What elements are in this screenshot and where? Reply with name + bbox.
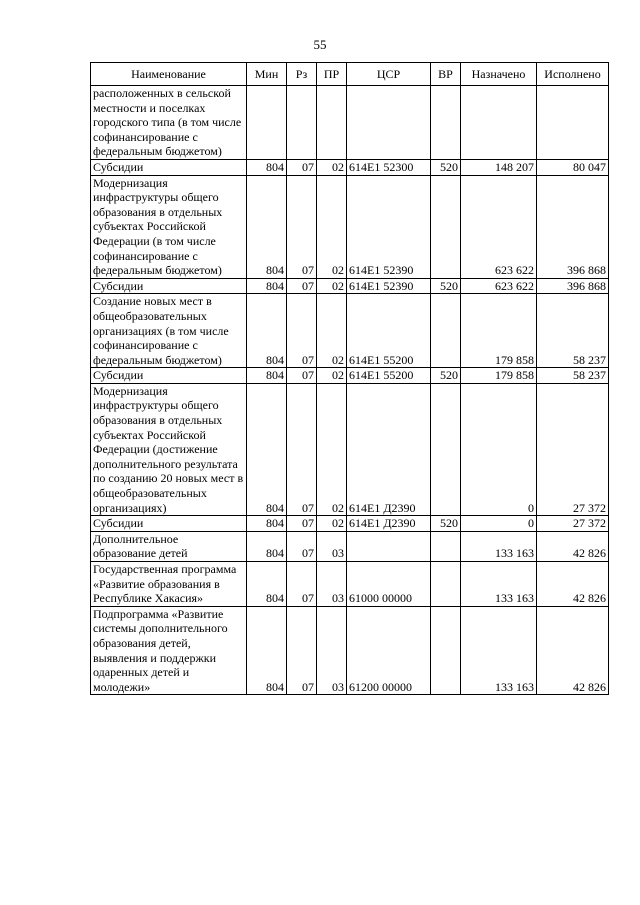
table-row — [91, 86, 609, 160]
cell-executed: 58 237 — [537, 294, 609, 368]
cell-name: Подпрограмма «Развитие системы дополнительного образования детей, выявления и поддержки одаренных детей и молодежи» — [91, 606, 247, 695]
cell-executed: 42 826 — [537, 531, 609, 561]
cell-rz: 07 — [287, 278, 317, 294]
cell-rz: 07 — [287, 368, 317, 384]
cell-name: Дополнительное образование детей — [91, 531, 247, 561]
cell-name: Субсидии — [91, 278, 247, 294]
table-row — [91, 159, 609, 175]
cell-name: расположенных в сельской местности и поселках городского типа (в том числе софинансирование с федеральным бюджетом) — [91, 86, 247, 160]
cell-rz: 07 — [287, 159, 317, 175]
cell-csr — [347, 86, 431, 160]
table-row — [91, 606, 609, 695]
cell-pr: 02 — [317, 516, 347, 532]
cell-executed: 58 237 — [537, 368, 609, 384]
header-name: Наименование — [91, 63, 247, 86]
cell-executed: 80 047 — [537, 159, 609, 175]
cell-min: 804 — [247, 294, 287, 368]
cell-pr — [317, 86, 347, 160]
table-row — [91, 383, 609, 515]
cell-pr: 02 — [317, 368, 347, 384]
cell-vr — [431, 383, 461, 515]
cell-pr: 02 — [317, 175, 347, 278]
cell-min: 804 — [247, 383, 287, 515]
cell-min: 804 — [247, 516, 287, 532]
cell-vr: 520 — [431, 159, 461, 175]
cell-assigned — [461, 86, 537, 160]
cell-csr: 614Е1 52300 — [347, 159, 431, 175]
cell-csr: 614Е1 Д2390 — [347, 383, 431, 515]
cell-min: 804 — [247, 368, 287, 384]
cell-min: 804 — [247, 159, 287, 175]
cell-assigned: 133 163 — [461, 562, 537, 607]
cell-csr: 61200 00000 — [347, 606, 431, 695]
cell-rz — [287, 86, 317, 160]
header-csr: ЦСР — [347, 63, 431, 86]
cell-vr — [431, 175, 461, 278]
cell-min: 804 — [247, 175, 287, 278]
cell-vr — [431, 531, 461, 561]
cell-min — [247, 86, 287, 160]
cell-csr: 614Е1 Д2390 — [347, 516, 431, 532]
cell-min: 804 — [247, 606, 287, 695]
cell-min: 804 — [247, 562, 287, 607]
cell-assigned: 0 — [461, 383, 537, 515]
cell-min: 804 — [247, 278, 287, 294]
cell-vr — [431, 606, 461, 695]
cell-assigned: 133 163 — [461, 531, 537, 561]
cell-pr: 02 — [317, 278, 347, 294]
cell-rz: 07 — [287, 383, 317, 515]
cell-csr: 614Е1 52390 — [347, 175, 431, 278]
cell-name: Субсидии — [91, 159, 247, 175]
header-assigned: Назначено — [461, 63, 537, 86]
cell-vr — [431, 562, 461, 607]
table-row — [91, 278, 609, 294]
table-row — [91, 175, 609, 278]
cell-pr: 03 — [317, 562, 347, 607]
cell-rz: 07 — [287, 294, 317, 368]
page-number: 55 — [313, 37, 327, 52]
cell-name: Модернизация инфраструктуры общего образования в отдельных субъектах Российской Федерации (в том числе софинансирование с федеральным бюджетом) — [91, 175, 247, 278]
table-row — [91, 531, 609, 561]
header-row — [91, 63, 609, 86]
cell-rz: 07 — [287, 175, 317, 278]
budget-table — [90, 62, 609, 695]
cell-name: Модернизация инфраструктуры общего образования в отдельных субъектах Российской Федерации (достижение дополнительного результата по созданию 20 новых мест в общеобразовательных организациях) — [91, 383, 247, 515]
table-body — [91, 86, 609, 695]
cell-csr: 614Е1 55200 — [347, 368, 431, 384]
cell-pr: 02 — [317, 294, 347, 368]
cell-min: 804 — [247, 531, 287, 561]
cell-executed: 27 372 — [537, 383, 609, 515]
header-vr: ВР — [431, 63, 461, 86]
cell-executed: 396 868 — [537, 278, 609, 294]
table-row — [91, 368, 609, 384]
cell-name: Субсидии — [91, 516, 247, 532]
table-row — [91, 516, 609, 532]
cell-rz: 07 — [287, 562, 317, 607]
cell-vr: 520 — [431, 516, 461, 532]
cell-name: Субсидии — [91, 368, 247, 384]
cell-executed: 396 868 — [537, 175, 609, 278]
cell-name: Государственная программа «Развитие образования в Республике Хакасия» — [91, 562, 247, 607]
cell-vr: 520 — [431, 278, 461, 294]
cell-assigned: 179 858 — [461, 294, 537, 368]
cell-pr: 02 — [317, 159, 347, 175]
cell-assigned: 623 622 — [461, 175, 537, 278]
table-row — [91, 294, 609, 368]
cell-assigned: 179 858 — [461, 368, 537, 384]
header-pr: ПР — [317, 63, 347, 86]
cell-csr: 614Е1 55200 — [347, 294, 431, 368]
header-rz: Рз — [287, 63, 317, 86]
cell-rz: 07 — [287, 531, 317, 561]
header-executed: Исполнено — [537, 63, 609, 86]
cell-executed: 27 372 — [537, 516, 609, 532]
cell-name: Создание новых мест в общеобразовательных организациях (в том числе софинансирование с федеральным бюджетом) — [91, 294, 247, 368]
cell-rz: 07 — [287, 516, 317, 532]
cell-csr — [347, 531, 431, 561]
cell-csr: 614Е1 52390 — [347, 278, 431, 294]
cell-pr: 03 — [317, 531, 347, 561]
cell-vr — [431, 294, 461, 368]
cell-vr — [431, 86, 461, 160]
table-row — [91, 562, 609, 607]
cell-assigned: 0 — [461, 516, 537, 532]
cell-assigned: 623 622 — [461, 278, 537, 294]
cell-pr: 02 — [317, 383, 347, 515]
cell-pr: 03 — [317, 606, 347, 695]
cell-assigned: 148 207 — [461, 159, 537, 175]
cell-rz: 07 — [287, 606, 317, 695]
cell-assigned: 133 163 — [461, 606, 537, 695]
cell-executed: 42 826 — [537, 562, 609, 607]
cell-vr: 520 — [431, 368, 461, 384]
header-min: Мин — [247, 63, 287, 86]
cell-executed — [537, 86, 609, 160]
cell-executed: 42 826 — [537, 606, 609, 695]
cell-csr: 61000 00000 — [347, 562, 431, 607]
